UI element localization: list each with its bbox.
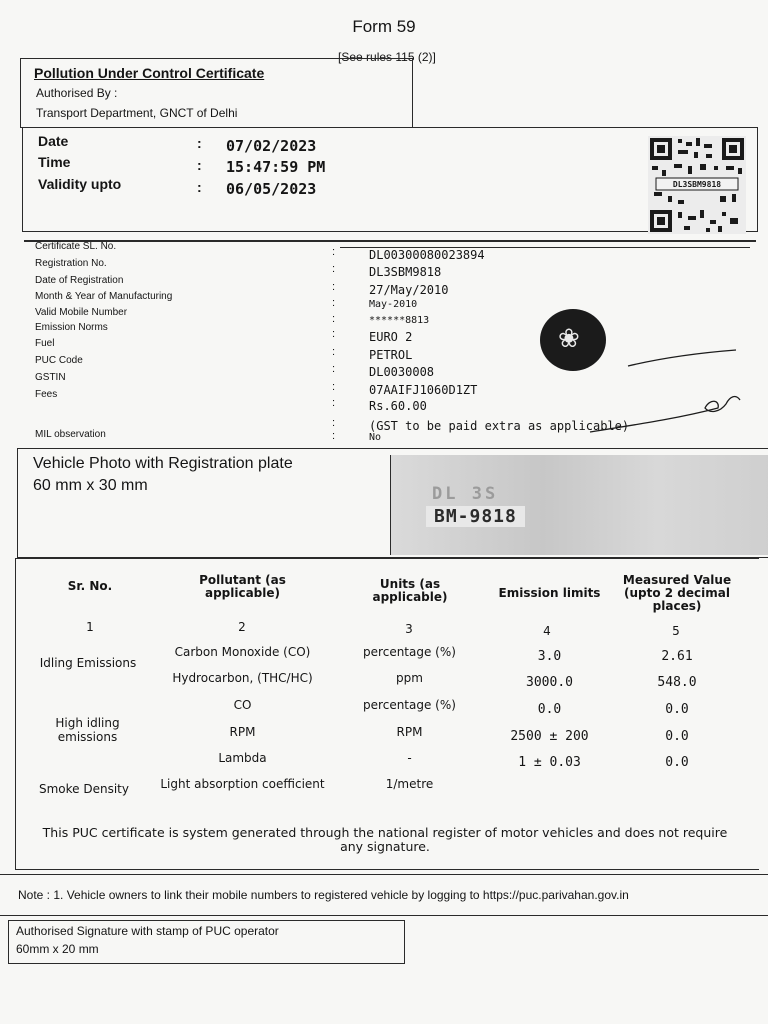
emission-unit: 1/metre bbox=[385, 777, 434, 791]
detail-colon: : bbox=[332, 381, 336, 393]
emission-measured: 0.0 bbox=[665, 729, 689, 744]
group-high-idling: High idling emissions bbox=[55, 716, 120, 744]
detail-colon: : bbox=[332, 246, 336, 258]
vehicle-photo-size: 60 mm x 30 mm bbox=[33, 477, 148, 494]
detail-colon: : bbox=[332, 363, 336, 375]
emission-measured: 2.61 bbox=[661, 649, 693, 664]
detail-label: PUC Code bbox=[35, 355, 83, 366]
time-label: Time bbox=[38, 154, 71, 170]
date-colon: : bbox=[197, 135, 202, 151]
mobile-link-note: Note : 1. Vehicle owners to link their mobile numbers to registered vehicle by logging to https://puc.parivahan.gov.in bbox=[18, 888, 629, 902]
operator-signature-scribble bbox=[560, 338, 768, 448]
detail-value: DL0030008 bbox=[369, 365, 435, 379]
column-number-1: 1 bbox=[86, 620, 94, 634]
detail-value: No bbox=[369, 432, 382, 443]
detail-label: Fees bbox=[35, 389, 58, 400]
detail-label: Date of Registration bbox=[35, 275, 124, 286]
details-top-rule bbox=[24, 240, 756, 242]
emission-pollutant: Light absorption coefficient bbox=[160, 777, 325, 791]
validity-value: 06/05/2023 bbox=[226, 180, 317, 198]
emission-limit: 3.0 bbox=[537, 649, 562, 664]
detail-value: (GST to be paid extra as applicable) bbox=[369, 419, 630, 433]
detail-colon: : bbox=[332, 346, 336, 358]
detail-colon: : bbox=[332, 397, 336, 409]
emission-unit: - bbox=[407, 751, 412, 765]
detail-value: DL3SBM9818 bbox=[369, 265, 442, 279]
detail-colon: : bbox=[332, 430, 336, 442]
detail-value: 07AAIFJ1060D1ZT bbox=[369, 383, 478, 397]
vehicle-photo-title: Vehicle Photo with Registration plate bbox=[33, 455, 293, 472]
time-colon: : bbox=[197, 157, 202, 173]
emission-pollutant: Carbon Monoxide (CO) bbox=[174, 645, 311, 659]
emission-unit: percentage (%) bbox=[363, 645, 456, 659]
header-sr-no: Sr. No. bbox=[67, 579, 113, 593]
emission-pollutant: Hydrocarbon, (THC/HC) bbox=[172, 671, 313, 685]
header-pollutant: Pollutant (as applicable) bbox=[199, 573, 286, 600]
issuing-authority: Transport Department, GNCT of Delhi bbox=[36, 106, 238, 120]
detail-label: Fuel bbox=[35, 338, 55, 349]
column-number-4: 4 bbox=[543, 624, 551, 638]
date-value: 07/02/2023 bbox=[226, 137, 317, 155]
emission-limit: 3000.0 bbox=[526, 675, 573, 690]
detail-label: Certificate SL. No. bbox=[35, 241, 117, 252]
emission-pollutant: CO bbox=[233, 698, 252, 712]
validity-label: Validity upto bbox=[38, 176, 122, 192]
emission-unit: percentage (%) bbox=[363, 698, 456, 712]
emission-limit: 1 ± 0.03 bbox=[518, 755, 581, 770]
detail-colon: : bbox=[332, 281, 336, 293]
detail-label: Emission Norms bbox=[35, 322, 108, 333]
detail-value: Rs.60.00 bbox=[369, 399, 427, 413]
signature-size: 60mm x 20 mm bbox=[16, 942, 99, 956]
detail-value: EURO 2 bbox=[369, 330, 413, 344]
detail-label: MIL observation bbox=[35, 429, 106, 440]
time-value: 15:47:59 PM bbox=[226, 158, 326, 176]
detail-value: May-2010 bbox=[369, 299, 418, 310]
emission-pollutant: RPM bbox=[229, 725, 256, 739]
qr-code bbox=[648, 136, 746, 234]
form-title: Form 59 bbox=[352, 17, 416, 36]
column-number-2: 2 bbox=[238, 620, 246, 634]
detail-value: ******8813 bbox=[369, 315, 430, 326]
signature-label: Authorised Signature with stamp of PUC operator bbox=[16, 924, 279, 938]
detail-colon: : bbox=[332, 328, 336, 340]
rules-reference: [See rules 115 (2)] bbox=[338, 50, 436, 64]
system-generated-note: This PUC certificate is system generated through the national register of motor vehicles and does not require any signature. bbox=[42, 825, 728, 854]
emission-unit: RPM bbox=[396, 725, 423, 739]
detail-colon: : bbox=[332, 417, 336, 429]
detail-label: Registration No. bbox=[35, 258, 107, 269]
qr-code-icon bbox=[648, 136, 746, 234]
detail-colon: : bbox=[332, 297, 336, 309]
plate-line-2: BM-9818 bbox=[426, 506, 525, 527]
detail-colon: : bbox=[332, 313, 336, 325]
emission-pollutant: Lambda bbox=[218, 751, 267, 765]
qr-caption: DL3SBM9818 bbox=[672, 180, 722, 189]
header-units: Units (as applicable) bbox=[372, 577, 448, 604]
column-number-3: 3 bbox=[405, 622, 413, 636]
detail-label: Month & Year of Manufacturing bbox=[35, 291, 173, 302]
detail-value: PETROL bbox=[369, 348, 413, 362]
flower-icon: ❀ bbox=[558, 323, 580, 353]
emission-measured: 0.0 bbox=[665, 702, 689, 717]
column-number-5: 5 bbox=[672, 624, 680, 638]
emission-measured: 548.0 bbox=[657, 675, 697, 690]
header-emission-limits: Emission limits bbox=[498, 586, 601, 600]
emission-limit: 2500 ± 200 bbox=[510, 729, 589, 744]
header-measured-value: Measured Value (upto 2 decimal places) bbox=[622, 573, 732, 613]
emission-unit: ppm bbox=[396, 671, 423, 685]
validity-colon: : bbox=[197, 179, 202, 195]
emission-measured: 0.0 bbox=[665, 755, 689, 770]
plate-line-1: DL 3S bbox=[432, 484, 499, 504]
certificate-title: Pollution Under Control Certificate bbox=[34, 65, 265, 81]
detail-label: GSTIN bbox=[35, 372, 66, 383]
vehicle-photo bbox=[390, 455, 768, 555]
group-smoke-density: Smoke Density bbox=[39, 782, 129, 796]
date-label: Date bbox=[38, 133, 69, 149]
group-idling-emissions: Idling Emissions bbox=[39, 656, 137, 670]
detail-colon: : bbox=[332, 263, 336, 275]
detail-value: DL00300080023894 bbox=[369, 248, 485, 262]
detail-value: 27/May/2010 bbox=[369, 283, 449, 297]
detail-label: Valid Mobile Number bbox=[35, 307, 128, 318]
authorised-by-label: Authorised By : bbox=[36, 86, 118, 100]
emission-limit: 0.0 bbox=[537, 702, 562, 717]
